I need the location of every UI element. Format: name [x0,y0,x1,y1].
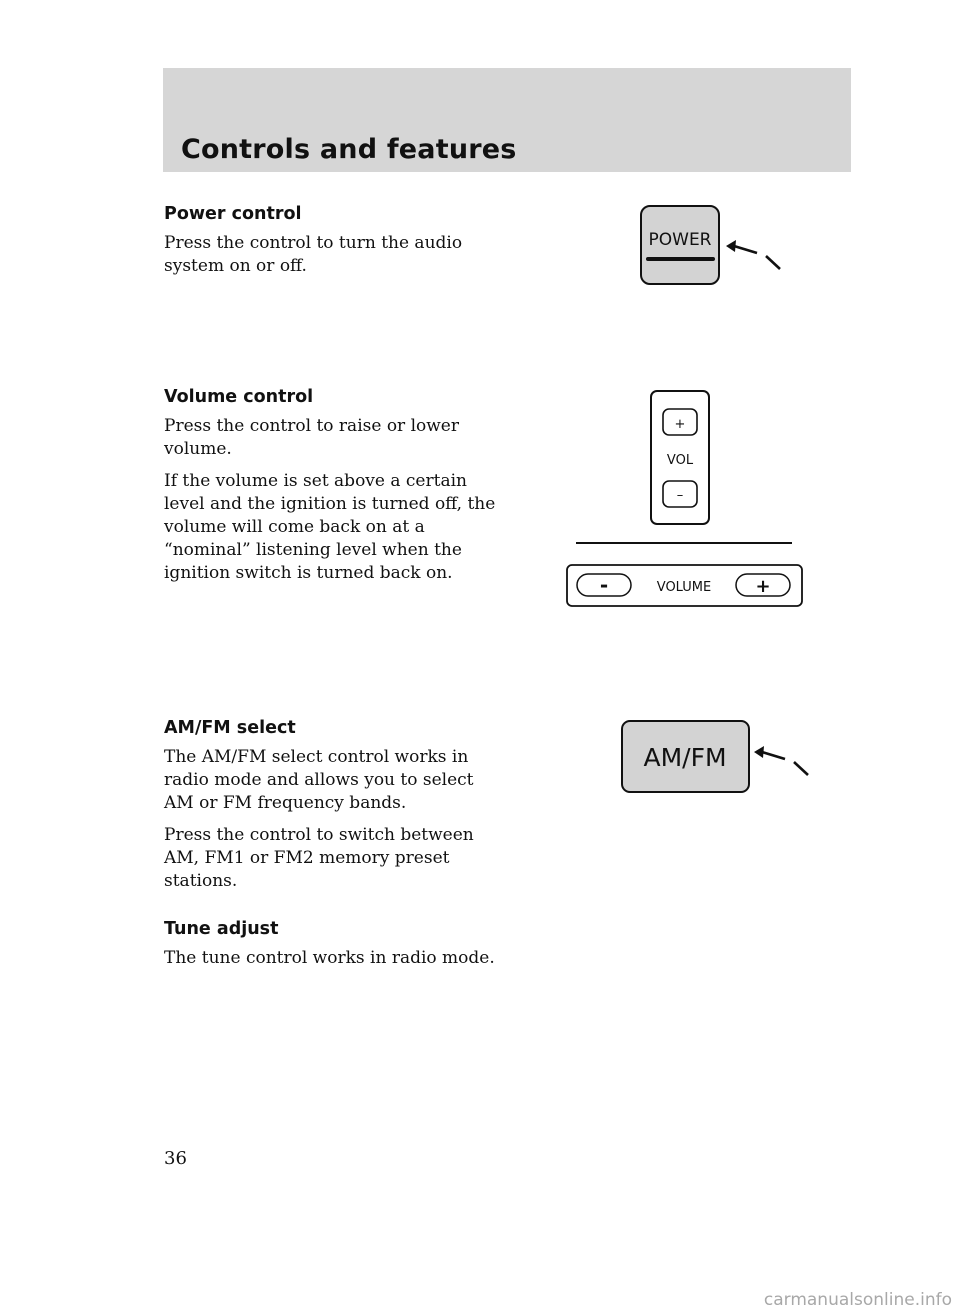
section-paragraph: Press the control to switch between AM, FM1 or FM2 memory preset stations. [164,825,474,891]
illustration-divider [574,540,794,546]
vol-rocker-illustration [648,388,714,528]
vol-up-symbol: + [674,417,686,432]
pointer-arrow-icon [726,240,780,269]
amfm-button-illustration [616,716,816,800]
volume-label: VOLUME [656,580,712,595]
section-paragraph: Press the control to raise or lower volume. [164,416,459,459]
power-button-label: POWER [648,230,712,250]
section-paragraph: The tune control works in radio mode. [164,948,495,968]
section-paragraph: The AM/FM select control works in radio mode and allows you to select AM or FM frequency bands. [164,747,474,813]
volume-down-symbol: - [599,573,609,597]
section-heading: Power control [164,204,302,224]
section-volume-control [164,387,504,594]
section-power-control [164,204,504,287]
section-tune-adjust [164,919,504,979]
section-heading: Tune adjust [164,919,279,939]
footer-watermark: carmanualsonline.info [763,1290,952,1310]
page-number: 36 [164,1148,187,1169]
header-band [163,68,851,172]
section-heading: Volume control [164,387,314,407]
section-paragraph: Press the control to turn the audio system on or off. [164,233,463,276]
section-paragraph: If the volume is set above a certain level and the ignition is turned off, the volume will come back on at a “nominal” listening level when the ignition switch is turned back on. [164,471,496,583]
power-button-illustration [636,200,796,292]
amfm-button-label: AM/FM [643,743,727,772]
page-title: Controls and features [181,134,517,165]
vol-label: VOL [666,453,694,468]
section-heading: AM/FM select [164,718,296,738]
volume-rocker-illustration [564,562,806,610]
volume-up-symbol: + [755,576,771,597]
section-amfm-select [164,718,504,902]
vol-down-symbol: – [676,488,684,503]
pointer-arrow-icon [754,746,808,775]
